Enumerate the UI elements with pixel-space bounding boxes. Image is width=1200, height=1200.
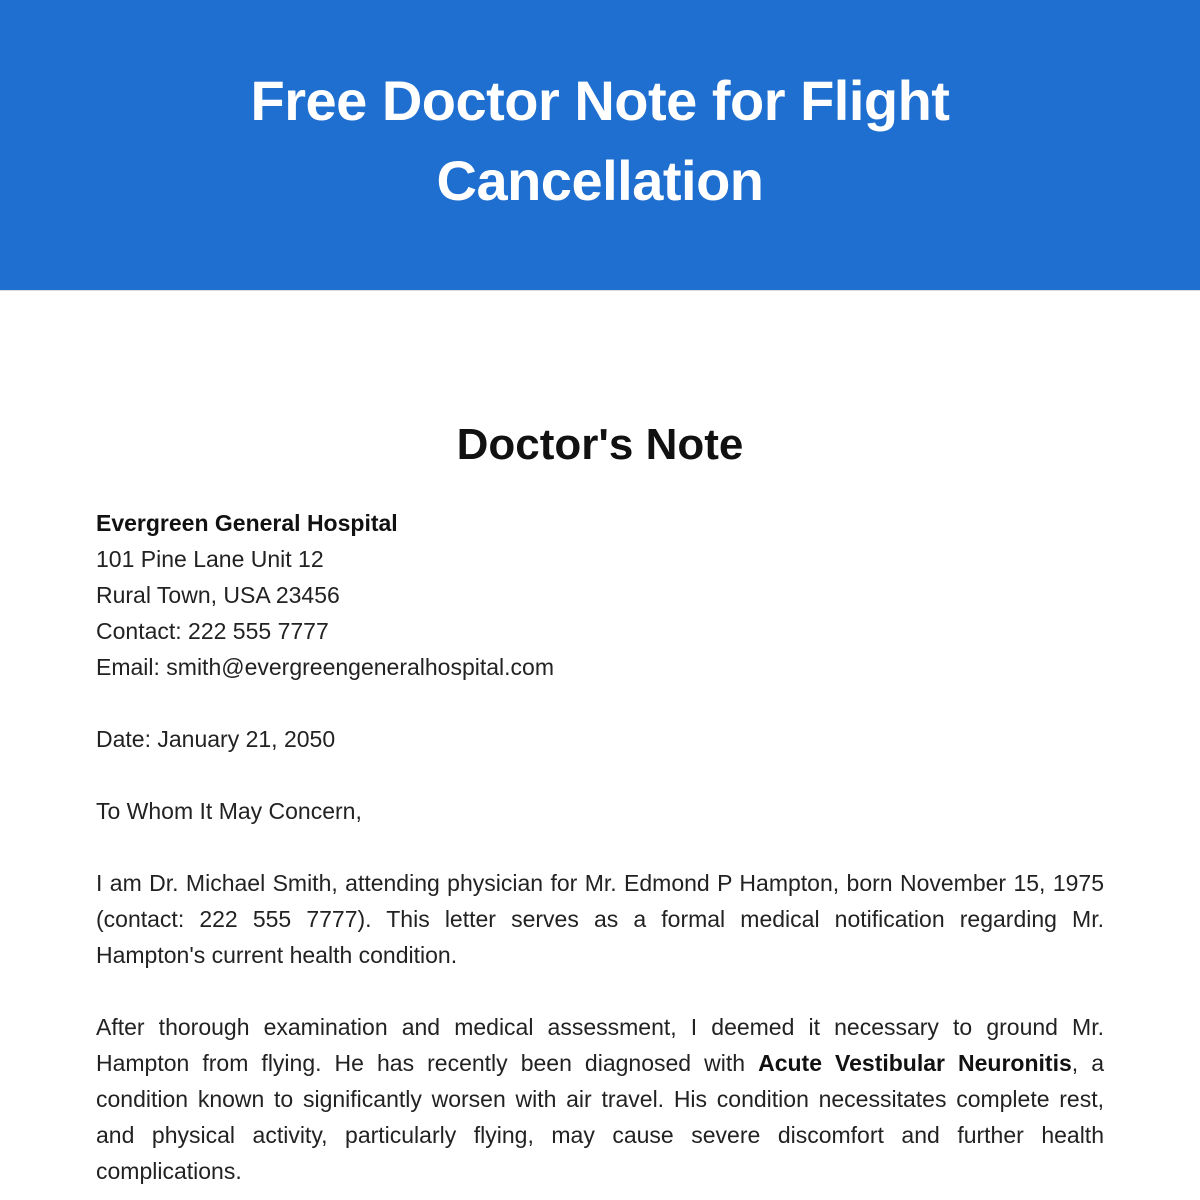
note-heading: Doctor's Note — [456, 420, 744, 469]
date-line: Date: January 21, 2050 — [96, 726, 336, 752]
address-line-1: 101 Pine Lane Unit 12 — [96, 546, 324, 572]
page-title: Free Doctor Note for Flight Cancellation — [250, 69, 950, 212]
diagnosis-text-after: , a condition known to significantly worsen with air travel. His condition necessitates complete rest, and physical activity, particularly flying, may cause severe discomfort and further health complications. — [96, 1050, 1104, 1184]
diagnosis-text-before: After thorough examination and medical assessment, I deemed it necessary to ground Mr. Hampton from flying. He has recently been diagnosed with — [96, 1014, 1104, 1076]
paragraph-diagnosis — [96, 1009, 1104, 1189]
salutation: To Whom It May Concern, — [96, 798, 362, 824]
email-line: Email: smith@evergreengeneralhospital.com — [96, 654, 555, 680]
title-banner — [0, 0, 1200, 291]
diagnosis-name: Acute Vestibular Neuronitis — [758, 1050, 1072, 1076]
paragraph-intro: I am Dr. Michael Smith, attending physician for Mr. Edmond P Hampton, born November 15, 1975 (contact: 222 555 7777). This letter serves as a formal medical notification regarding Mr. Hampton's current health condition. — [96, 870, 1104, 968]
hospital-name: Evergreen General Hospital — [96, 510, 398, 536]
document-body — [0, 291, 1200, 1189]
address-line-2: Rural Town, USA 23456 — [96, 582, 340, 608]
contact-line: Contact: 222 555 7777 — [96, 618, 329, 644]
hospital-address-block — [96, 505, 1104, 685]
